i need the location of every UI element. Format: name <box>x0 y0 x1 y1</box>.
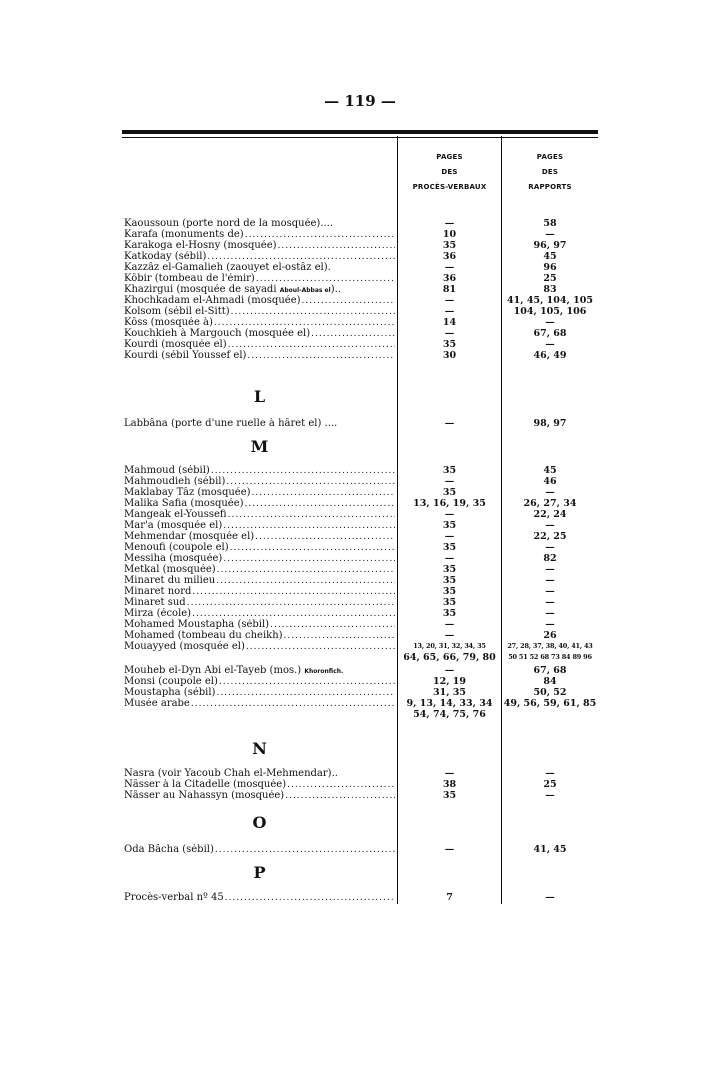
section-letter-p: P <box>253 863 266 882</box>
index-entry: Minaret du milieu ..... 35 — <box>0 575 720 586</box>
index-entry: Khazirgui (mosquée de sayadi Aboul-Abbas el ).. 81 83 <box>124 284 557 295</box>
index-entry: Kôss (mosquée à) ..... 14 — <box>0 317 720 328</box>
index-entry: Mehmendar (mosquée el) ..... — 22, 25 <box>0 531 720 542</box>
index-entry-continuation: 54, 74, 75, 76 <box>413 709 486 720</box>
index-entry: Mahmoudieh (sébil) ..... — 46 <box>0 476 720 487</box>
index-entry: Mouayyed (mosquée el) ..... 13, 20, 31, 32, 34, 35 27, 28, 37, 38, 40, 41, 43 <box>0 641 720 652</box>
section-letter-m: M <box>250 437 269 456</box>
index-entry: Procès-verbal nº 45 ..... 7 — <box>0 892 720 903</box>
index-entry: Menoufi (coupole el) ..... 35 — <box>0 542 720 553</box>
index-entry: Mouheb el-Dyn Abi el-Tayeb (mos.) Khoronfich. — 67, 68 <box>124 665 567 676</box>
index-entry: Metkal (mosquée) ..... 35 — <box>0 564 720 575</box>
index-entry: Kolsom (sébil el-Sitt) ..... — 104, 105, 106 <box>0 306 720 317</box>
index-entry: Mohamed (tombeau du cheikh) ..... — 26 <box>0 630 720 641</box>
column-header-rapports: PAGES DES RAPPORTS <box>528 153 572 191</box>
index-entry: Nâsser au Nahassyn (mosquée) ..... 35 — <box>0 790 720 801</box>
index-entry: Maklabay Tâz (mosquée) ..... 35 — <box>0 487 720 498</box>
index-entry: Kaoussoun (porte nord de la mosquée).... — 58 <box>124 218 557 229</box>
column-header-proces-verbaux: PAGES DES PROCÈS-VERBAUX <box>412 153 487 191</box>
index-entry: Messiha (mosquée) ..... — 82 <box>0 553 720 564</box>
section-letter-l: L <box>253 387 266 406</box>
index-entry: Karakoga el-Hosny (mosquée) ..... 35 96, 97 <box>0 240 720 251</box>
page-number: — 119 — <box>324 92 396 110</box>
index-entry: Kazzâz el-Gamalieh (zaouyet el-ostâz el). — 96 <box>124 262 557 273</box>
index-entry: Malika Safia (mosquée) ..... 13, 16, 19, 35 26, 27, 34 <box>0 498 720 509</box>
section-letter-n: N <box>252 739 267 758</box>
section-letter-o: O <box>252 813 267 832</box>
index-entry: Minaret sud ..... 35 — <box>0 597 720 608</box>
index-entry: Moustapha (sébil) ..... 31, 35 50, 52 <box>0 687 720 698</box>
index-entry: Katkoday (sébil) ..... 36 45 <box>0 251 720 262</box>
index-entry: Monsi (coupole el) ..... 12, 19 84 <box>0 676 720 687</box>
header-rule-thin <box>122 137 598 138</box>
index-entry: Mirza (école) ..... 35 — <box>0 608 720 619</box>
index-entry: Minaret nord ..... 35 — <box>0 586 720 597</box>
index-entry-continuation: 64, 65, 66, 79, 80 50 51 52 68 73 84 89 96 <box>403 652 592 663</box>
index-entry: Musée arabe ..... 9, 13, 14, 33, 34 49, 56, 59, 61, 85 <box>0 698 720 709</box>
index-entry: Mangeak el-Youssefi ..... — 22, 24 <box>0 509 720 520</box>
index-entry: Mohamed Moustapha (sébil) ..... — — <box>0 619 720 630</box>
index-entry: Kouchkieh à Margouch (mosquée el) ..... — 67, 68 <box>0 328 720 339</box>
index-entry: Kourdi (mosquée el) ..... 35 — <box>0 339 720 350</box>
index-entry: Mar'a (mosquée el) ..... 35 — <box>0 520 720 531</box>
index-entry: Karafa (monuments de) ..... 10 — <box>0 229 720 240</box>
index-entry: Kôbir (tombeau de l'émir) ..... 36 25 <box>0 273 720 284</box>
index-entry: Nâsser à la Citadelle (mosquée) ..... 38 25 <box>0 779 720 790</box>
index-entry: Mahmoud (sébil) ..... 35 45 <box>0 465 720 476</box>
index-entry: Labbâna (porte d'une ruelle à hâret el) .... — 98, 97 <box>124 418 567 429</box>
header-rule-thick <box>122 130 598 134</box>
index-entry: Khochkadam el-Ahmadi (mosquée) ..... — 41, 45, 104, 105 <box>0 295 720 306</box>
index-entry: Kourdi (sébil Youssef el) ..... 30 46, 49 <box>0 350 720 361</box>
index-entry: Nasra (voir Yacoub Chah el-Mehmendar).. — — <box>124 768 555 779</box>
index-entry: Oda Bâcha (sébil) ..... — 41, 45 <box>0 844 720 855</box>
